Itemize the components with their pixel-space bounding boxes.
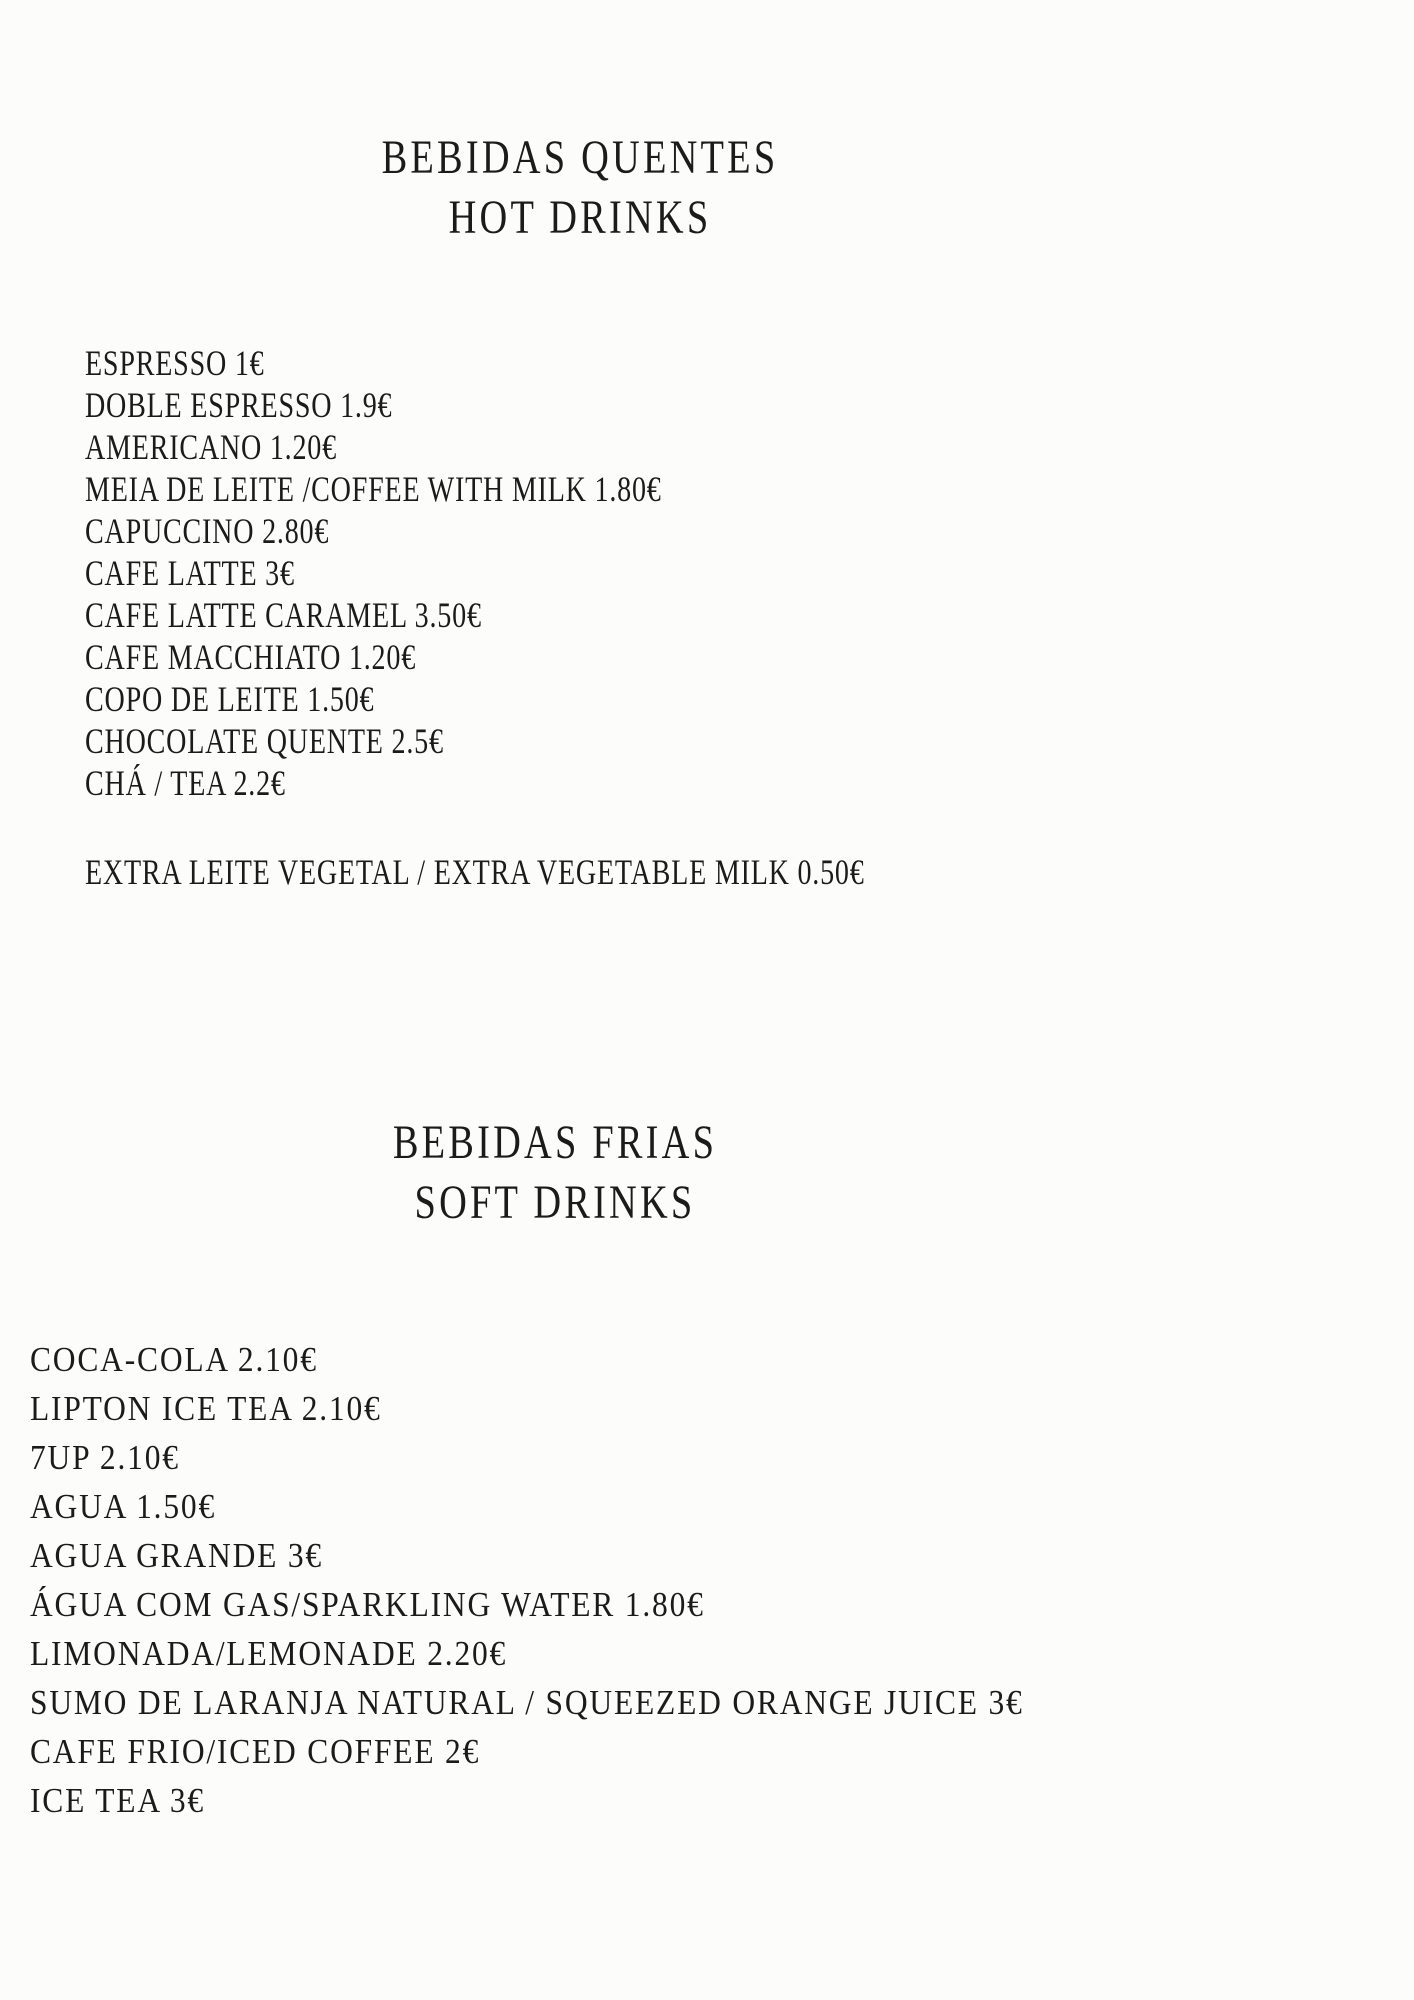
menu-item: AGUA GRANDE 3€ [30,1536,323,1575]
menu-item: COPO DE LEITE 1.50€ [85,679,375,719]
soft-drinks-heading [0,1113,1110,1233]
menu-item: CAFE MACCHIATO 1.20€ [85,637,417,677]
menu-item: AMERICANO 1.20€ [85,427,337,467]
hot-drinks-title-pt: BEBIDAS QUENTES [381,131,779,184]
menu-item: CAFE LATTE 3€ [85,553,295,593]
menu-item: 7UP 2.10€ [30,1438,180,1477]
soft-drinks-title-pt: BEBIDAS FRIAS [392,1116,718,1169]
menu-item: ESPRESSO 1€ [85,343,265,383]
menu-item: AGUA 1.50€ [30,1487,217,1526]
hot-drinks-heading [0,128,1160,248]
menu-item: CAPUCCINO 2.80€ [85,511,330,551]
soft-drinks-title-en: SOFT DRINKS [414,1176,696,1229]
menu-item: MEIA DE LEITE /COFFEE WITH MILK 1.80€ [85,469,662,509]
menu-item: SUMO DE LARANJA NATURAL / SQUEEZED ORANGE JUICE 3€ [30,1683,1024,1722]
menu-item: COCA-COLA 2.10€ [30,1340,318,1379]
extra-vegetable-milk-note: EXTRA LEITE VEGETAL / EXTRA VEGETABLE MILK 0.50€ [85,852,865,892]
menu-item: DOBLE ESPRESSO 1.9€ [85,385,393,425]
menu-item: CHÁ / TEA 2.2€ [85,763,286,803]
hot-drinks-title-en: HOT DRINKS [448,191,712,244]
menu-item: ICE TEA 3€ [30,1781,205,1820]
menu-item: ÁGUA COM GAS/SPARKLING WATER 1.80€ [30,1585,705,1624]
menu-item: LIMONADA/LEMONADE 2.20€ [30,1634,508,1673]
menu-item: CAFE LATTE CARAMEL 3.50€ [85,595,482,635]
menu-item: CAFE FRIO/ICED COFFEE 2€ [30,1732,481,1771]
menu-item: CHOCOLATE QUENTE 2.5€ [85,721,444,761]
menu-item: LIPTON ICE TEA 2.10€ [30,1389,382,1428]
hot-drinks-list [85,342,824,804]
soft-drinks-list [30,1335,1134,1825]
